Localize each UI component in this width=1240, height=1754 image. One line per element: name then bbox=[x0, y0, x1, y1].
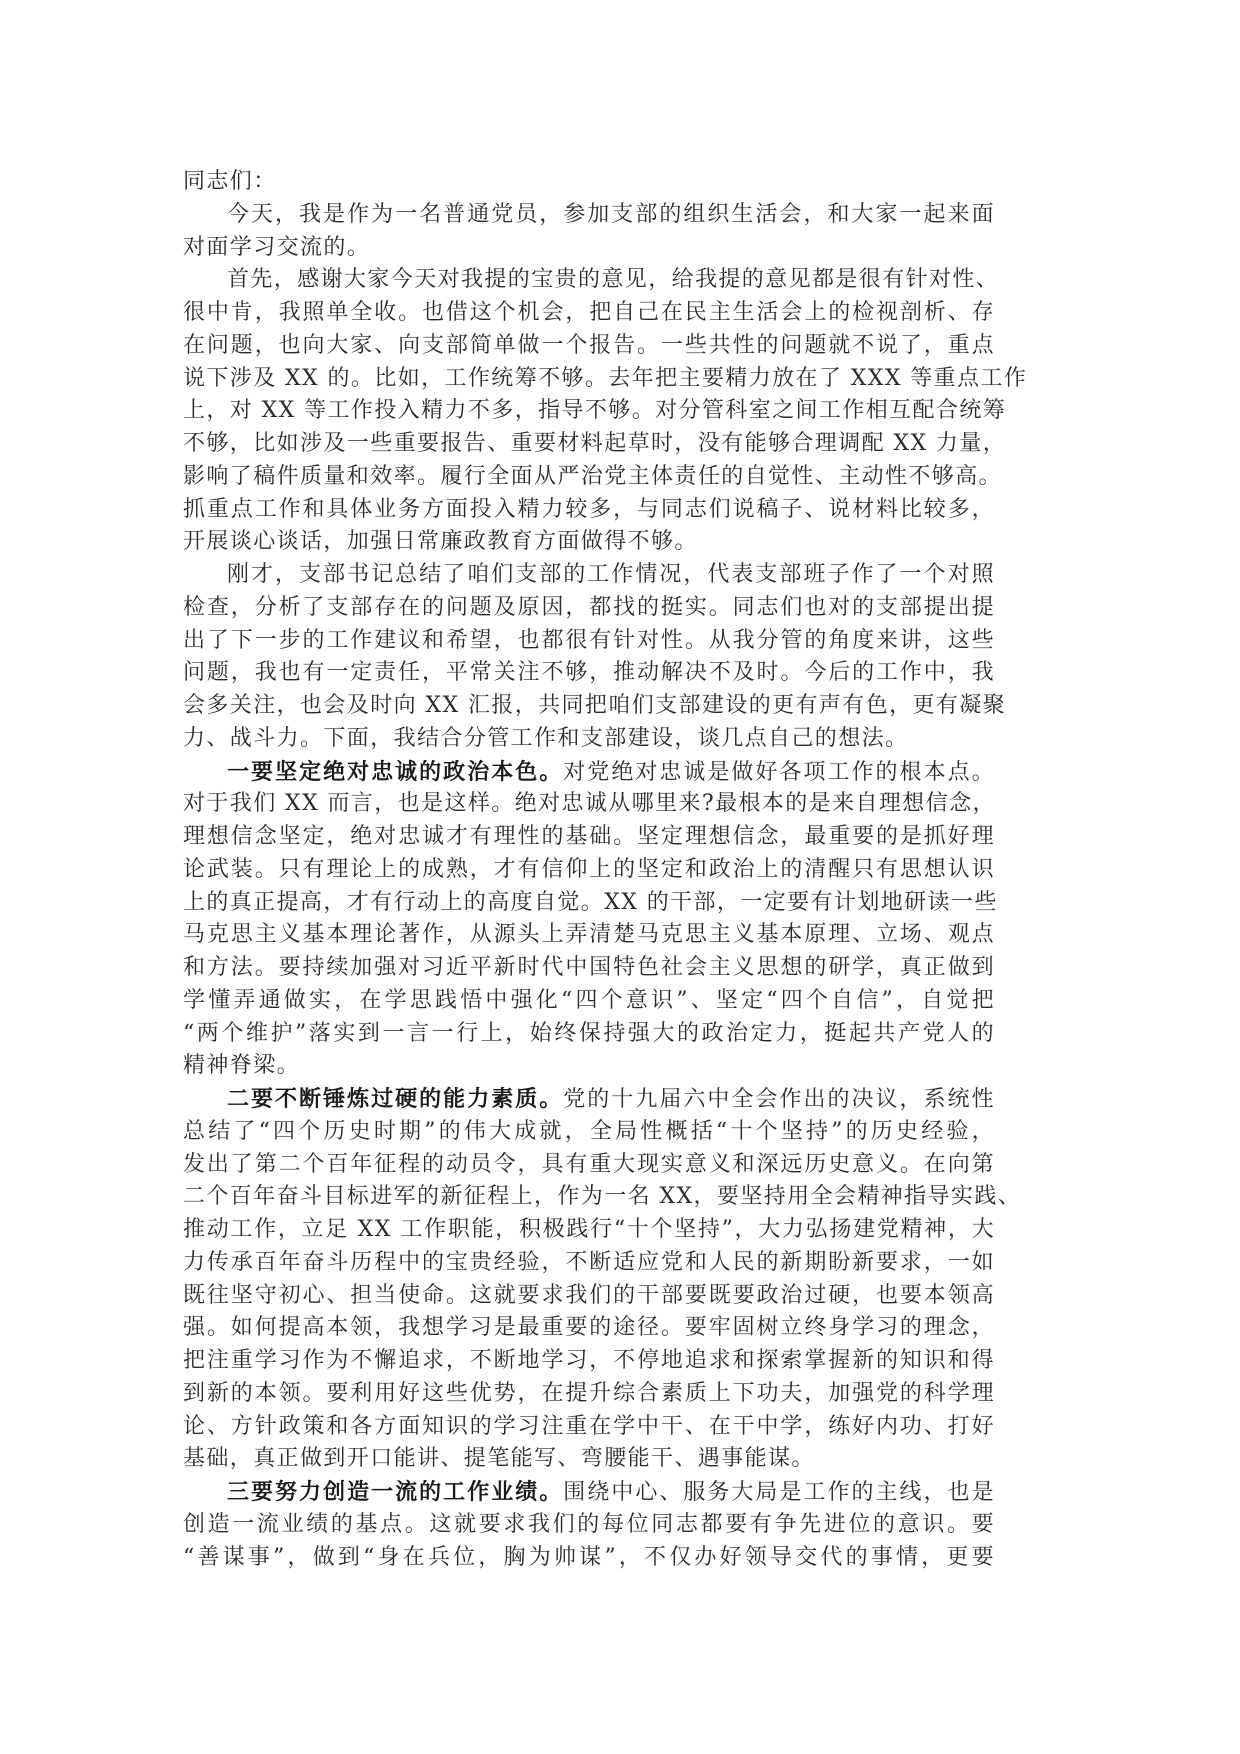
paragraph-line bbox=[183, 854, 995, 887]
paragraph-line bbox=[183, 1050, 995, 1083]
line-text: 说下涉及 XX 的。比如，工作统筹不够。去年把主要精力放在了 XXX 等重点工作 bbox=[183, 365, 1028, 391]
line-text: 发出了第二个百年征程的动员令，具有重大现实意义和深远历史意义。在向第 bbox=[183, 1151, 995, 1177]
paragraph-line bbox=[183, 821, 995, 854]
line-text: “善谋事”，做到“身在兵位，胸为帅谋”，不仅办好领导交代的事情，更要 bbox=[183, 1544, 995, 1570]
salutation: 同志们： bbox=[183, 169, 277, 194]
line-text: 二个百年奋斗目标进军的新征程上，作为一名 XX，要坚持用全会精神指导实践、 bbox=[183, 1184, 1022, 1210]
paragraph-lead: 三要努力创造一流的工作业绩。 bbox=[227, 1479, 564, 1505]
line-text: 会多关注，也会及时向 XX 汇报，共同把咱们支部建设的更有声有色，更有凝聚 bbox=[183, 693, 1007, 718]
paragraph-line bbox=[183, 657, 995, 690]
paragraph-lead: 一要坚定绝对忠诚的政治本色。 bbox=[227, 758, 564, 785]
paragraph-line bbox=[183, 723, 995, 756]
line-text: 今天，我是作为一名普通党员，参加支部的组织生活会，和大家一起来面 bbox=[227, 201, 995, 227]
line-text: 影响了稿件质量和效率。履行全面从严治党主体责任的自觉性、主动性不够高。 bbox=[183, 463, 1003, 489]
line-text: 力传承百年奋斗历程中的宝贵经验，不断适应党和人民的新期盼新要求，一如 bbox=[183, 1249, 995, 1275]
paragraph-line bbox=[183, 297, 995, 330]
line-text: 推动工作，立足 XX 工作职能，积极践行“十个坚持”，大力弘扬建党精神，大 bbox=[183, 1217, 995, 1242]
paragraph-line bbox=[183, 756, 995, 789]
paragraph-line bbox=[183, 919, 995, 952]
paragraph-line bbox=[183, 232, 995, 265]
paragraph-line bbox=[183, 690, 1007, 723]
paragraph-line bbox=[183, 1411, 995, 1444]
line-text: 理想信念坚定，绝对忠诚才有理性的基础。坚定理想信念，最重要的是抓好理 bbox=[183, 824, 995, 849]
paragraph-line bbox=[183, 363, 1028, 396]
paragraph-line bbox=[183, 952, 995, 985]
paragraph-line bbox=[183, 1542, 995, 1575]
line-text: 创造一流业绩的基点。这就要求我们的每位同志都要有争先进位的意识。要 bbox=[183, 1511, 995, 1537]
line-text: 既往坚守初心、担当使命。这就要求我们的干部要既要政治过硬，也要本领高 bbox=[183, 1282, 995, 1308]
paragraph-line bbox=[183, 625, 995, 658]
line-text: 对党绝对忠诚是做好各项工作的根本点。 bbox=[563, 759, 996, 785]
paragraph-line bbox=[183, 887, 998, 920]
line-text: 开展谈心谈话，加强日常廉政教育方面做得不够。 bbox=[183, 529, 698, 555]
line-text: 对于我们 XX 而言，也是这样。绝对忠诚从哪里来?最根本的是来自理想信念， bbox=[183, 791, 996, 817]
paragraph-line bbox=[183, 985, 995, 1018]
line-text: 出了下一步的工作建议和希望，也都很有针对性。从我分管的角度来讲，这些 bbox=[183, 627, 995, 653]
paragraph-line bbox=[183, 1083, 995, 1116]
line-text: 对面学习交流的。 bbox=[183, 234, 371, 260]
paragraph-line bbox=[183, 788, 995, 821]
paragraph-line bbox=[183, 428, 1007, 461]
line-text: 强。如何提高本领，我想学习是最重要的途径。要牢固树立终身学习的理念， bbox=[183, 1315, 995, 1341]
line-text: 首先，感谢大家今天对我提的宝贵的意见，给我提的意见都是很有针对性、 bbox=[227, 267, 1000, 293]
paragraph-line bbox=[183, 1149, 995, 1182]
line-text: 检查，分析了支部存在的问题及原因，都找的挺实。同志们也对的支部提出提 bbox=[183, 594, 995, 620]
line-text: 和方法。要持续加强对习近平新时代中国特色社会主义思想的研学，真正做到 bbox=[183, 955, 995, 980]
line-text: 论、方针政策和各方面知识的学习注重在学中干、在干中学，练好内功、打好 bbox=[183, 1413, 995, 1439]
line-text: 把注重学习作为不懈追求，不断地学习，不停地追求和探索掌握新的知识和得 bbox=[183, 1348, 995, 1373]
paragraph-line bbox=[183, 1116, 995, 1149]
line-text: 在问题，也向大家、向支部简单做一个报告。一些共性的问题就不说了，重点 bbox=[183, 332, 995, 358]
paragraph-line bbox=[183, 1247, 995, 1280]
paragraph-line bbox=[183, 395, 1007, 428]
line-text: 上的真正提高，才有行动上的高度自觉。XX 的干部，一定要有计划地研读一些 bbox=[183, 889, 998, 915]
document-page bbox=[183, 166, 1028, 1574]
paragraph-line bbox=[183, 1378, 995, 1411]
paragraph-line bbox=[183, 1345, 995, 1378]
paragraph-lead: 二要不断锤炼过硬的能力素质。 bbox=[227, 1086, 564, 1112]
paragraph-line bbox=[183, 559, 995, 592]
paragraph-line bbox=[183, 199, 995, 232]
line-text: 马克思主义基本理论著作，从源头上弄清楚马克思主义基本原理、立场、观点 bbox=[183, 922, 995, 948]
paragraph-line bbox=[183, 1443, 995, 1476]
paragraph-line bbox=[183, 1280, 995, 1313]
paragraph-line bbox=[183, 461, 1003, 494]
paragraph-line bbox=[183, 494, 995, 527]
line-text: 上，对 XX 等工作投入精力不多，指导不够。对分管科室之间工作相互配合统筹 bbox=[183, 398, 1007, 424]
line-text: 刚才，支部书记总结了咱们支部的工作情况，代表支部班子作了一个对照 bbox=[227, 562, 995, 587]
paragraph-line bbox=[183, 592, 995, 625]
paragraph-line bbox=[183, 1312, 995, 1345]
line-text: “两个维护”落实到一言一行上，始终保持强大的政治定力，挺起共产党人的 bbox=[183, 1020, 995, 1046]
paragraph-line bbox=[183, 1181, 1022, 1214]
paragraph-line bbox=[183, 1509, 995, 1542]
line-text: 问题，我也有一定责任，平常关注不够，推动解决不及时。今后的工作中，我 bbox=[183, 660, 995, 686]
line-text: 抓重点工作和具体业务方面投入精力较多，与同志们说稿子、说材料比较多， bbox=[183, 496, 995, 522]
line-text: 论武装。只有理论上的成熟，才有信仰上的坚定和政治上的清醒只有思想认识 bbox=[183, 856, 995, 882]
paragraph-line bbox=[183, 1018, 995, 1051]
paragraph-line bbox=[183, 1476, 995, 1509]
line-text: 不够，比如涉及一些重要报告、重要材料起草时，没有能够合理调配 XX 力量， bbox=[183, 431, 1007, 456]
paragraph-line bbox=[183, 264, 1000, 297]
line-text: 总结了“四个历史时期”的伟大成就，全局性概括“十个坚持”的历史经验， bbox=[183, 1118, 995, 1144]
line-text: 党的十九届六中全会作出的决议，系统性 bbox=[563, 1087, 996, 1112]
line-text: 围绕中心、服务大局是工作的主线，也是 bbox=[563, 1480, 996, 1505]
line-text: 很中肯，我照单全收。也借这个机会，把自己在民主生活会上的检视剖析、存 bbox=[183, 300, 995, 325]
paragraph-line bbox=[183, 526, 995, 559]
paragraph-line bbox=[183, 1214, 995, 1247]
line-text: 到新的本领。要利用好这些优势，在提升综合素质上下功夫，加强党的科学理 bbox=[183, 1380, 995, 1406]
line-text: 学懂弄通做实，在学思践悟中强化“四个意识”、坚定“四个自信”，自觉把 bbox=[183, 987, 995, 1013]
line-text: 基础，真正做到开口能讲、提笔能写、弯腰能干、遇事能谋。 bbox=[183, 1446, 815, 1472]
line-text: 力、战斗力。下面，我结合分管工作和支部建设，谈几点自己的想法。 bbox=[183, 725, 909, 751]
line-text: 精神脊梁。 bbox=[183, 1053, 301, 1079]
paragraph-line bbox=[183, 330, 995, 363]
